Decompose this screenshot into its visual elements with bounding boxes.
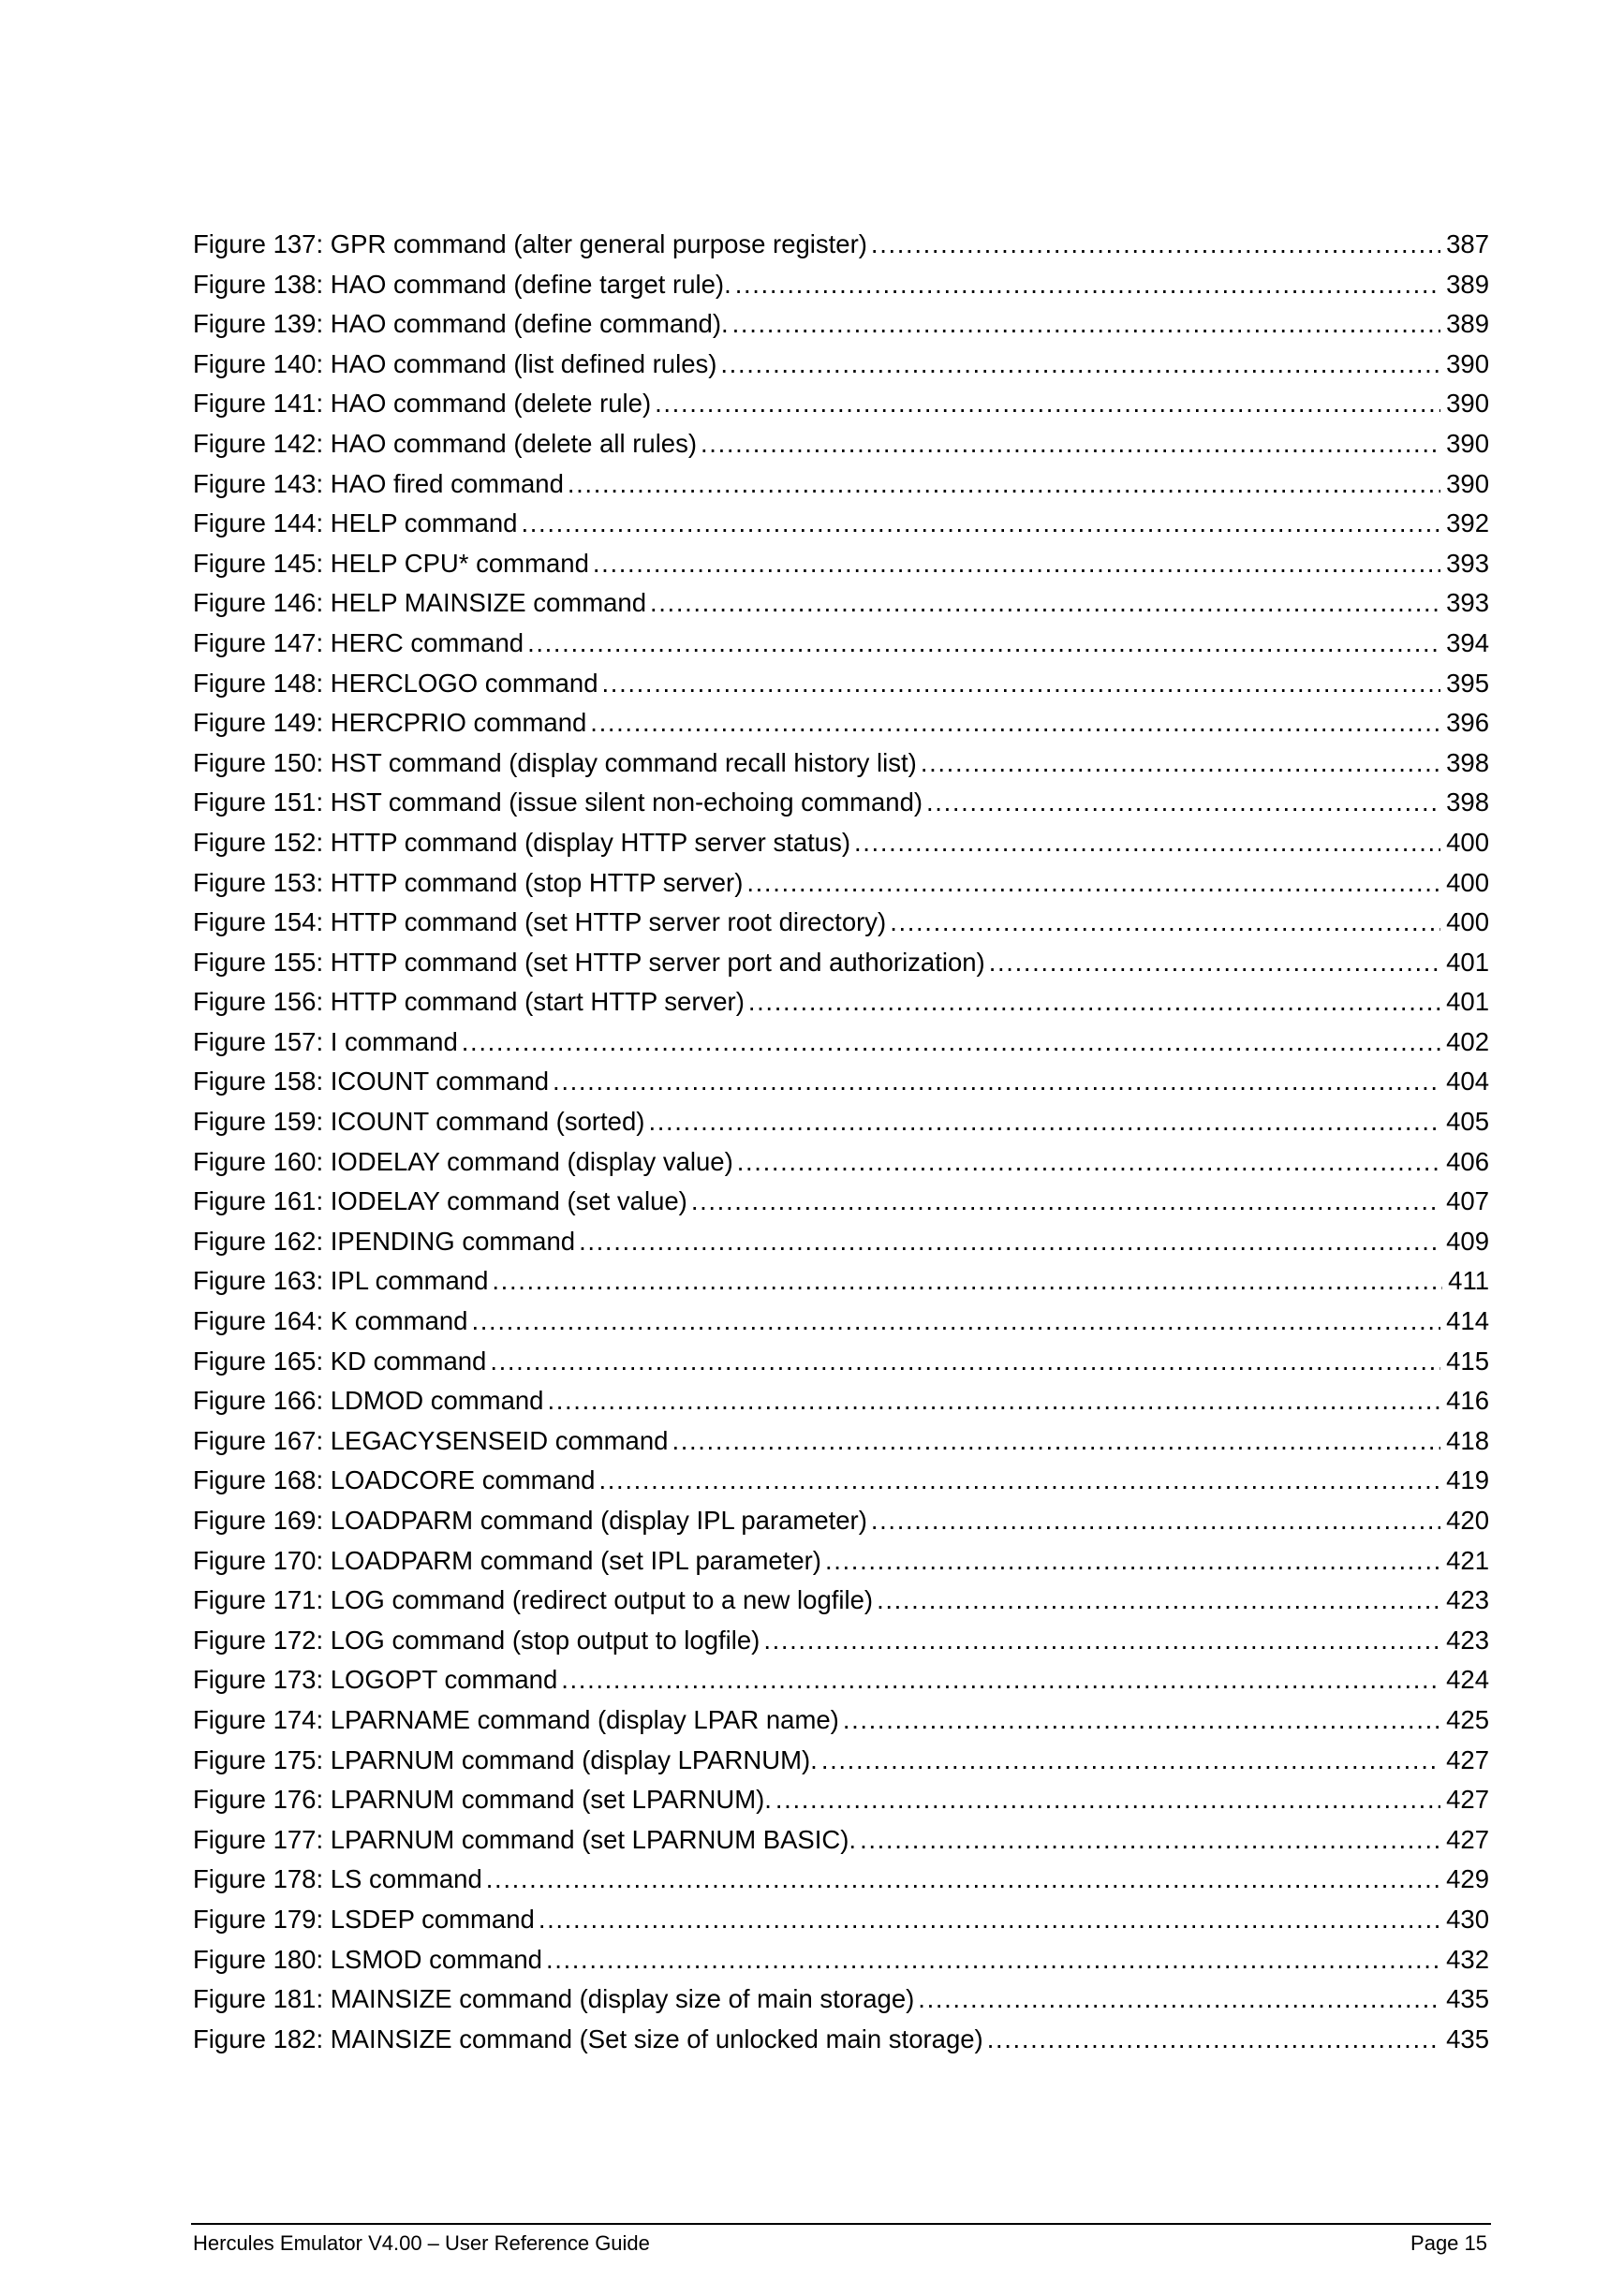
toc-entry[interactable] (193, 1421, 1489, 1462)
toc-dot-leader (471, 1302, 1440, 1342)
toc-entry[interactable] (193, 1660, 1489, 1700)
toc-entry-page-number: 396 (1446, 708, 1489, 738)
toc-entry[interactable] (193, 1741, 1489, 1781)
toc-entry-page-number: 409 (1446, 1226, 1489, 1256)
toc-entry[interactable] (193, 1860, 1489, 1900)
toc-entry-page-number: 393 (1446, 548, 1489, 578)
toc-entry-page-number: 393 (1446, 588, 1489, 618)
toc-entry-label: Figure 151: HST command (issue silent non-echoing command) (193, 787, 923, 817)
toc-entry-label: Figure 157: I command (193, 1026, 458, 1056)
toc-entry-label: Figure 167: LEGACYSENSEID command (193, 1425, 669, 1455)
toc-dot-leader (854, 823, 1440, 863)
toc-entry[interactable] (193, 583, 1489, 624)
toc-entry[interactable] (193, 345, 1489, 385)
toc-entry[interactable] (193, 1222, 1489, 1262)
toc-dot-leader (590, 703, 1440, 743)
toc-entry[interactable] (193, 1261, 1489, 1302)
toc-dot-leader (926, 783, 1440, 823)
toc-entry-page-number: 430 (1446, 1904, 1489, 1934)
toc-entry-page-number: 429 (1446, 1864, 1489, 1894)
toc-entry[interactable] (193, 544, 1489, 584)
toc-entry-page-number: 416 (1446, 1386, 1489, 1416)
toc-entry-page-number: 418 (1446, 1425, 1489, 1455)
toc-entry-label: Figure 164: K command (193, 1306, 468, 1336)
toc-entry-page-number: 387 (1446, 229, 1489, 258)
toc-entry-label: Figure 166: LDMOD command (193, 1386, 544, 1416)
toc-dot-leader (890, 903, 1440, 943)
toc-entry-page-number: 421 (1446, 1545, 1489, 1575)
toc-entry[interactable] (193, 1182, 1489, 1222)
toc-dot-leader (598, 1461, 1440, 1501)
toc-entry-page-number: 398 (1446, 787, 1489, 817)
toc-dot-leader (720, 345, 1440, 385)
toc-dot-leader (568, 464, 1440, 505)
toc-entry[interactable] (193, 225, 1489, 265)
toc-dot-leader (918, 1980, 1440, 2020)
toc-dot-leader (648, 1102, 1440, 1142)
toc-dot-leader (691, 1182, 1440, 1222)
footer-page-number: Page 15 (1410, 2231, 1487, 2255)
toc-entry-page-number: 419 (1446, 1465, 1489, 1495)
toc-entry-page-number: 400 (1446, 867, 1489, 897)
toc-entry-label: Figure 158: ICOUNT command (193, 1067, 550, 1096)
toc-dot-leader (871, 1501, 1440, 1541)
toc-entry-label: Figure 156: HTTP command (start HTTP server) (193, 987, 745, 1017)
toc-entry[interactable] (193, 1062, 1489, 1102)
toc-dot-leader (553, 1062, 1440, 1102)
toc-entry-page-number: 390 (1446, 389, 1489, 419)
toc-entry-page-number: 402 (1446, 1026, 1489, 1056)
toc-entry-page-number: 395 (1446, 668, 1489, 698)
toc-dot-leader (579, 1222, 1440, 1262)
toc-entry[interactable] (193, 783, 1489, 823)
toc-dot-leader (561, 1660, 1440, 1700)
toc-entry-page-number: 394 (1446, 627, 1489, 657)
toc-entry-label: Figure 181: MAINSIZE command (display size of main storage) (193, 1984, 915, 2014)
toc-entry-label: Figure 139: HAO command (define command). (193, 309, 729, 339)
toc-dot-leader (593, 544, 1440, 584)
toc-dot-leader (775, 1780, 1440, 1820)
footer-divider (191, 2223, 1491, 2225)
toc-entry-page-number: 404 (1446, 1067, 1489, 1096)
toc-dot-leader (539, 1900, 1440, 1940)
toc-entry[interactable] (193, 863, 1489, 904)
toc-entry[interactable] (193, 2020, 1489, 2060)
toc-entry-label: Figure 138: HAO command (define target rule). (193, 269, 731, 299)
toc-dot-leader (546, 1940, 1440, 1980)
toc-entry-page-number: 423 (1446, 1625, 1489, 1655)
toc-dot-leader (602, 664, 1441, 704)
toc-entry[interactable] (193, 903, 1489, 943)
toc-entry[interactable] (193, 1142, 1489, 1183)
toc-entry-label: Figure 141: HAO command (delete rule) (193, 389, 652, 419)
toc-entry-label: Figure 147: HERC command (193, 627, 524, 657)
toc-entry-page-number: 407 (1446, 1186, 1489, 1216)
toc-entry[interactable] (193, 304, 1489, 345)
toc-entry-label: Figure 154: HTTP command (set HTTP server root directory) (193, 907, 887, 937)
toc-entry-label: Figure 171: LOG command (redirect output to a new logfile) (193, 1585, 874, 1615)
toc-entry-page-number: 406 (1446, 1146, 1489, 1176)
toc-entry-label: Figure 140: HAO command (list defined rules) (193, 348, 717, 378)
footer-document-title: Hercules Emulator V4.00 – User Reference Guide (193, 2231, 650, 2255)
toc-entry-page-number: 427 (1446, 1744, 1489, 1774)
toc-entry-page-number: 425 (1446, 1704, 1489, 1734)
toc-dot-leader (655, 384, 1440, 424)
toc-entry-page-number: 389 (1446, 269, 1489, 299)
toc-entry-page-number: 390 (1446, 348, 1489, 378)
toc-entry-label: Figure 153: HTTP command (stop HTTP server) (193, 867, 744, 897)
toc-entry[interactable] (193, 1381, 1489, 1421)
toc-dot-leader (763, 1621, 1440, 1661)
toc-entry-label: Figure 169: LOADPARM command (display IPL parameter) (193, 1506, 867, 1535)
toc-entry-page-number: 415 (1446, 1346, 1489, 1376)
toc-dot-leader (746, 863, 1440, 904)
toc-dot-leader (492, 1261, 1442, 1302)
toc-entry-page-number: 427 (1446, 1824, 1489, 1854)
toc-entry[interactable] (193, 1940, 1489, 1980)
toc-entry-label: Figure 165: KD command (193, 1346, 487, 1376)
toc-entry[interactable] (193, 1023, 1489, 1063)
toc-dot-leader (486, 1860, 1440, 1900)
toc-entry[interactable] (193, 504, 1489, 544)
toc-entry[interactable] (193, 1302, 1489, 1342)
toc-entry-label: Figure 149: HERCPRIO command (193, 708, 587, 738)
toc-entry-page-number: 424 (1446, 1665, 1489, 1695)
toc-entry-label: Figure 180: LSMOD command (193, 1944, 542, 1974)
toc-entry-label: Figure 178: LS command (193, 1864, 482, 1894)
toc-dot-leader (843, 1700, 1440, 1741)
toc-entry-page-number: 401 (1446, 987, 1489, 1017)
toc-entry-page-number: 401 (1446, 947, 1489, 977)
toc-dot-leader (650, 583, 1440, 624)
toc-entry[interactable] (193, 464, 1489, 505)
toc-entry[interactable] (193, 1980, 1489, 2020)
toc-entry-page-number: 400 (1446, 827, 1489, 857)
toc-entry-label: Figure 173: LOGOPT command (193, 1665, 558, 1695)
toc-dot-leader (825, 1541, 1440, 1582)
toc-entry[interactable] (193, 1541, 1489, 1582)
toc-dot-leader (521, 504, 1440, 544)
toc-entry-label: Figure 143: HAO fired command (193, 468, 564, 498)
toc-entry[interactable] (193, 982, 1489, 1023)
toc-entry-page-number: 398 (1446, 747, 1489, 777)
toc-dot-leader (877, 1581, 1440, 1621)
toc-entry-page-number: 423 (1446, 1585, 1489, 1615)
toc-entry[interactable] (193, 1700, 1489, 1741)
toc-entry-page-number: 432 (1446, 1944, 1489, 1974)
toc-entry[interactable] (193, 1581, 1489, 1621)
toc-entry-page-number: 411 (1448, 1266, 1489, 1296)
toc-entry[interactable] (193, 1461, 1489, 1501)
toc-entry-label: Figure 148: HERCLOGO command (193, 668, 598, 698)
toc-entry[interactable] (193, 1501, 1489, 1541)
toc-dot-leader (860, 1820, 1440, 1861)
toc-entry-page-number: 390 (1446, 468, 1489, 498)
toc-entry-page-number: 420 (1446, 1506, 1489, 1535)
toc-entry-label: Figure 174: LPARNAME command (display LPAR name) (193, 1704, 839, 1734)
toc-entry-label: Figure 161: IODELAY command (set value) (193, 1186, 687, 1216)
toc-entry-page-number: 427 (1446, 1785, 1489, 1815)
toc-entry[interactable] (193, 624, 1489, 664)
toc-entry-label: Figure 172: LOG command (stop output to logfile) (193, 1625, 760, 1655)
toc-entry-page-number: 389 (1446, 309, 1489, 339)
toc-entry-label: Figure 137: GPR command (alter general purpose register) (193, 229, 867, 258)
toc-entry[interactable] (193, 1621, 1489, 1661)
toc-dot-leader (547, 1381, 1440, 1421)
toc-dot-leader (735, 265, 1440, 305)
toc-entry-page-number: 400 (1446, 907, 1489, 937)
toc-dot-leader (871, 225, 1440, 265)
toc-entry-page-number: 414 (1446, 1306, 1489, 1336)
toc-entry[interactable] (193, 1820, 1489, 1861)
toc-entry-label: Figure 159: ICOUNT command (sorted) (193, 1107, 645, 1137)
toc-entry-label: Figure 146: HELP MAINSIZE command (193, 588, 646, 618)
toc-dot-leader (527, 624, 1440, 664)
toc-entry-label: Figure 162: IPENDING command (193, 1226, 576, 1256)
toc-entry-label: Figure 145: HELP CPU* command (193, 548, 589, 578)
toc-dot-leader (737, 1142, 1440, 1183)
toc-entry-label: Figure 175: LPARNUM command (display LPARNUM). (193, 1744, 818, 1774)
toc-entry-page-number: 435 (1446, 2024, 1489, 2053)
toc-dot-leader (701, 424, 1440, 464)
toc-entry[interactable] (193, 384, 1489, 424)
toc-dot-leader (490, 1342, 1440, 1382)
toc-dot-leader (821, 1741, 1440, 1781)
toc-entry-label: Figure 152: HTTP command (display HTTP server status) (193, 827, 850, 857)
toc-entry-page-number: 392 (1446, 508, 1489, 538)
toc-entry-page-number: 390 (1446, 428, 1489, 458)
toc-entry-label: Figure 155: HTTP command (set HTTP server port and authorization) (193, 947, 985, 977)
toc-entry-label: Figure 163: IPL command (193, 1266, 489, 1296)
toc-entry[interactable] (193, 823, 1489, 863)
table-of-figures (193, 225, 1489, 2059)
toc-entry[interactable] (193, 943, 1489, 983)
toc-entry-label: Figure 179: LSDEP command (193, 1904, 535, 1934)
toc-dot-leader (987, 2020, 1440, 2060)
toc-entry-label: Figure 177: LPARNUM command (set LPARNUM BASIC). (193, 1824, 857, 1854)
toc-entry[interactable] (193, 1102, 1489, 1142)
toc-entry-label: Figure 150: HST command (display command recall history list) (193, 747, 917, 777)
toc-dot-leader (462, 1023, 1440, 1063)
toc-entry[interactable] (193, 743, 1489, 784)
toc-entry-page-number: 435 (1446, 1984, 1489, 2014)
toc-entry[interactable] (193, 265, 1489, 305)
toc-entry-label: Figure 144: HELP command (193, 508, 518, 538)
toc-dot-leader (989, 943, 1440, 983)
toc-entry-label: Figure 142: HAO command (delete all rules) (193, 428, 698, 458)
toc-entry-page-number: 405 (1446, 1107, 1489, 1137)
toc-entry[interactable] (193, 424, 1489, 464)
toc-entry-label: Figure 170: LOADPARM command (set IPL parameter) (193, 1545, 821, 1575)
toc-entry[interactable] (193, 1342, 1489, 1382)
toc-entry-label: Figure 176: LPARNUM command (set LPARNUM). (193, 1785, 772, 1815)
toc-entry[interactable] (193, 1900, 1489, 1940)
toc-dot-leader (672, 1421, 1440, 1462)
toc-dot-leader (732, 304, 1440, 345)
toc-entry[interactable] (193, 1780, 1489, 1820)
toc-dot-leader (921, 743, 1440, 784)
toc-entry-label: Figure 160: IODELAY command (display value) (193, 1146, 733, 1176)
toc-entry[interactable] (193, 664, 1489, 704)
toc-entry-label: Figure 182: MAINSIZE command (Set size of unlocked main storage) (193, 2024, 983, 2053)
toc-dot-leader (748, 982, 1440, 1023)
toc-entry[interactable] (193, 703, 1489, 743)
toc-entry-label: Figure 168: LOADCORE command (193, 1465, 596, 1495)
